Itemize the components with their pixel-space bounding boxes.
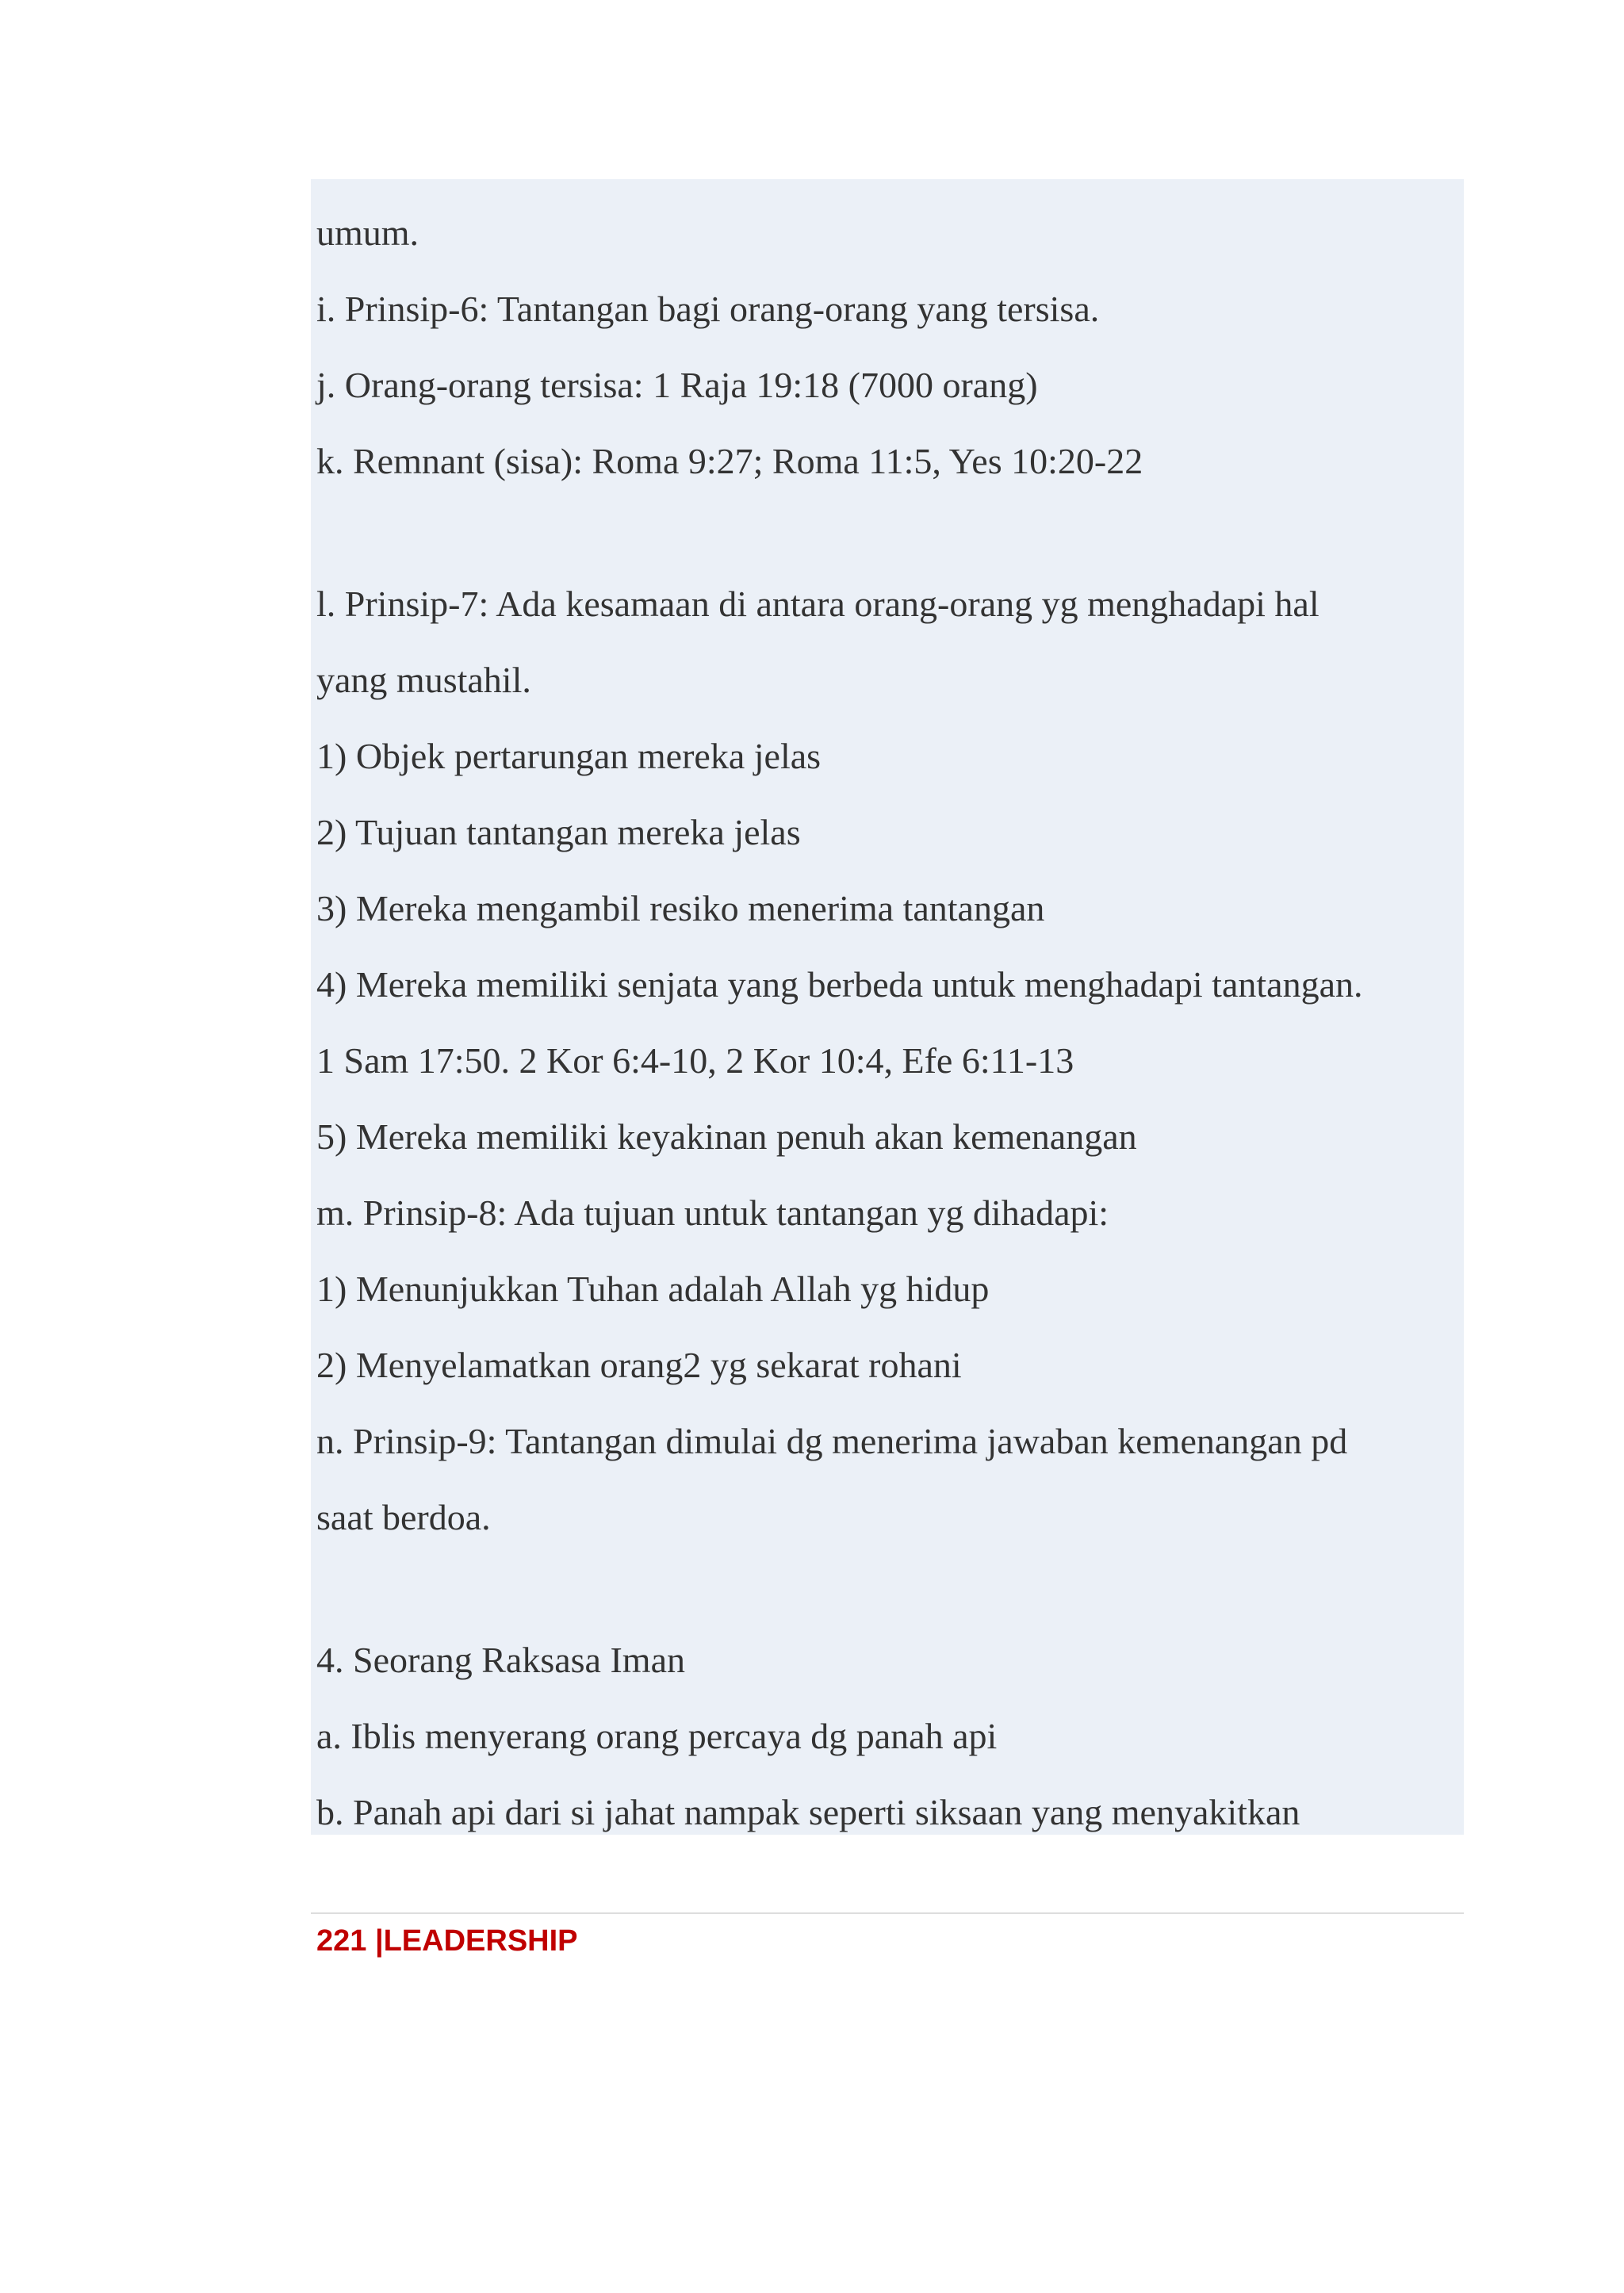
text-line: 1 Sam 17:50. 2 Kor 6:4-10, 2 Kor 10:4, Efe 6:11-13 xyxy=(316,1040,1074,1081)
text-line: b. Panah api dari si jahat nampak seperti siksaan yang menyakitkan xyxy=(316,1792,1300,1832)
text-line: a. Iblis menyerang orang percaya dg panah api xyxy=(316,1716,998,1756)
text-line: 2) Menyelamatkan orang2 yg sekarat rohani xyxy=(316,1345,962,1385)
page-footer: 221 |LEADERSHIP xyxy=(316,1924,578,1958)
text-line: 4) Mereka memiliki senjata yang berbeda untuk menghadapi tantangan. xyxy=(316,964,1363,1005)
text-line: 1) Objek pertarungan mereka jelas xyxy=(316,736,822,776)
text-line: 2) Tujuan tantangan mereka jelas xyxy=(316,812,801,852)
text-line: n. Prinsip-9: Tantangan dimulai dg menerima jawaban kemenangan pd xyxy=(316,1421,1348,1461)
text-line: 4. Seorang Raksasa Iman xyxy=(316,1640,685,1680)
text-line: 5) Mereka memiliki keyakinan penuh akan kemenangan xyxy=(316,1116,1137,1157)
footer-divider xyxy=(311,1912,1464,1914)
text-line: yang mustahil. xyxy=(316,660,531,700)
text-line: m. Prinsip-8: Ada tujuan untuk tantangan yg dihadapi: xyxy=(316,1192,1109,1233)
text-line: j. Orang-orang tersisa: 1 Raja 19:18 (7000 orang) xyxy=(316,365,1038,405)
text-line: saat berdoa. xyxy=(316,1497,491,1537)
text-line: 3) Mereka mengambil resiko menerima tantangan xyxy=(316,888,1045,928)
text-line: k. Remnant (sisa): Roma 9:27; Roma 11:5, Yes 10:20-22 xyxy=(316,441,1143,481)
text-line: 1) Menunjukkan Tuhan adalah Allah yg hidup xyxy=(316,1269,990,1309)
text-line: umum. xyxy=(316,212,419,253)
content-highlight-box xyxy=(311,179,1464,1835)
text-line: i. Prinsip-6: Tantangan bagi orang-orang yang tersisa. xyxy=(316,289,1100,329)
text-line: l. Prinsip-7: Ada kesamaan di antara orang-orang yg menghadapi hal xyxy=(316,584,1320,624)
